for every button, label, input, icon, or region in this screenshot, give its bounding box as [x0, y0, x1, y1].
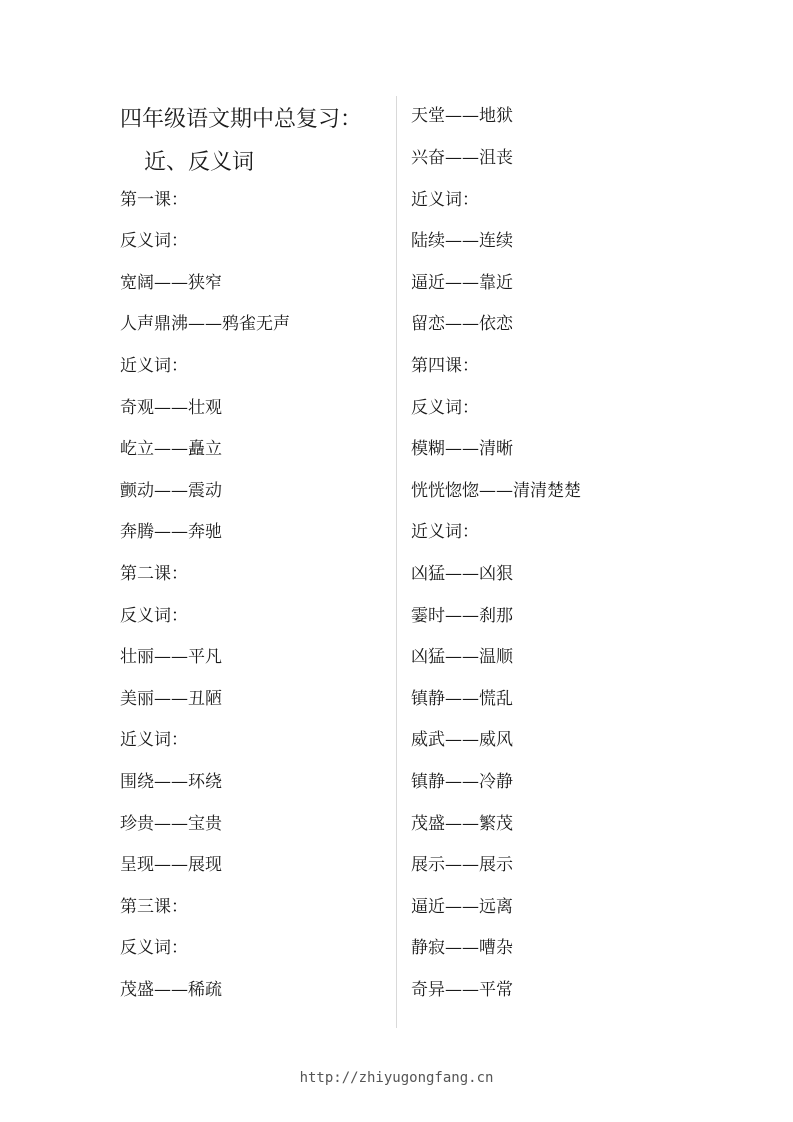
word-pair: 静寂——嘈杂 — [411, 938, 513, 958]
page-title: 四年级语文期中总复习： — [120, 107, 363, 132]
word-pair: 模糊——清晰 — [411, 439, 513, 459]
lesson-heading: 第三课： — [120, 897, 188, 917]
word-pair: 壮丽——平凡 — [120, 647, 222, 667]
word-pair: 人声鼎沸——鸦雀无声 — [120, 314, 290, 334]
word-pair: 逼近——远离 — [411, 897, 513, 917]
section-heading: 近义词： — [411, 190, 479, 210]
word-pair: 奇观——壮观 — [120, 398, 222, 418]
word-pair: 颤动——震动 — [120, 481, 222, 501]
word-pair: 陆续——连续 — [411, 231, 513, 251]
word-pair: 呈现——展现 — [120, 855, 222, 875]
word-pair: 珍贵——宝贵 — [120, 814, 222, 834]
section-heading: 反义词： — [411, 398, 479, 418]
word-pair: 天堂——地狱 — [411, 106, 513, 126]
lesson-heading: 第一课： — [120, 190, 188, 210]
section-heading: 近义词： — [120, 730, 188, 750]
word-pair: 茂盛——稀疏 — [120, 980, 222, 1000]
word-pair: 展示——展示 — [411, 855, 513, 875]
word-pair: 奔腾——奔驰 — [120, 522, 222, 542]
word-pair: 镇静——慌乱 — [411, 689, 513, 709]
section-heading: 反义词： — [120, 606, 188, 626]
word-pair: 凶猛——凶狠 — [411, 564, 513, 584]
word-pair: 茂盛——繁茂 — [411, 814, 513, 834]
section-heading: 反义词： — [120, 938, 188, 958]
word-pair: 宽阔——狭窄 — [120, 273, 222, 293]
lesson-heading: 第二课： — [120, 564, 188, 584]
footer-url: http://zhiyugongfang.cn — [299, 1070, 494, 1086]
word-pair: 威武——威风 — [411, 730, 513, 750]
word-pair: 逼近——靠近 — [411, 273, 513, 293]
word-pair: 奇异——平常 — [411, 980, 513, 1000]
word-pair: 屹立——矗立 — [120, 439, 222, 459]
word-pair: 恍恍惚惚——清清楚楚 — [411, 481, 581, 501]
column-divider — [396, 96, 397, 1028]
word-pair: 围绕——环绕 — [120, 772, 222, 792]
word-pair: 镇静——冷静 — [411, 772, 513, 792]
section-heading: 反义词： — [120, 231, 188, 251]
word-pair: 凶猛——温顺 — [411, 647, 513, 667]
lesson-heading: 第四课： — [411, 356, 479, 376]
section-heading: 近义词： — [120, 356, 188, 376]
word-pair: 兴奋——沮丧 — [411, 148, 513, 168]
word-pair: 美丽——丑陋 — [120, 689, 222, 709]
section-heading: 近义词： — [411, 522, 479, 542]
page-subtitle: 近、反义词 — [144, 150, 255, 175]
word-pair: 留恋——依恋 — [411, 314, 513, 334]
word-pair: 霎时——刹那 — [411, 606, 513, 626]
